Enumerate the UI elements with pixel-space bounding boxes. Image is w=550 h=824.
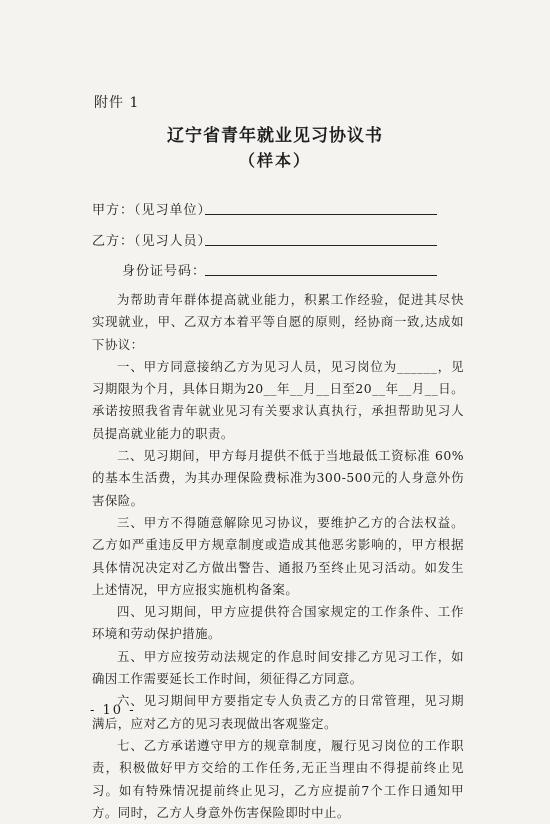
page-number: - 10 - <box>90 703 136 718</box>
party-a-label: 甲方：（见习单位） <box>92 203 212 218</box>
clause-5: 五、甲方应按劳动法规定的作息时间安排乙方见习工作，如确因工作需要延长工作时间，须征得乙方同意。 <box>92 648 464 687</box>
id-number-blank-line <box>205 275 437 276</box>
intro-paragraph: 为帮助青年群体提高就业能力，积累工作经验，促进其尽快实现就业，甲、乙双方本着平等自愿的原则，经协商一致,达成如下协议： <box>92 292 464 352</box>
clause-4: 四、见习期间，甲方应提供符合国家规定的工作条件、工作环境和劳动保护措施。 <box>92 604 464 642</box>
clause-1: 一、甲方同意接纳乙方为见习人员，见习岗位为______，见习期限为个月，具体日期为20__年__月__日至20__年__月__日。承诺按照我省青年就业见习有关要求认真执行，承担帮助见习人员提高就业能力的职责。 <box>92 358 464 441</box>
document-title: 辽宁省青年就业见习协议书 <box>167 126 383 146</box>
id-number-label: 身份证号码： <box>122 264 207 279</box>
clause-7: 七、乙方承诺遵守甲方的规章制度，履行见习岗位的工作职责，积极做好甲方交给的工作任务,无正当理由不得提前终止见习。如有特殊情况提前终止见习，乙方应提前7个工作日通知甲方。同时，乙方人身意外伤害保险即时中止。 <box>92 737 464 820</box>
clause-2: 二、见习期间，甲方每月提供不低于当地最低工资标准 60%的基本生活费，为其办理保险费标准为300-500元的人身意外伤害保险。 <box>92 448 464 508</box>
clause-6: 六、见习期间甲方要指定专人负责乙方的日常管理，见习期满后，应对乙方的见习表现做出客观鉴定。 <box>92 693 464 731</box>
party-a-blank-line <box>205 214 437 215</box>
agreement-body <box>92 289 464 824</box>
party-b-blank-line <box>205 245 437 246</box>
document-subtitle: （样本） <box>238 151 311 170</box>
attachment-label: 附件 1 <box>94 95 140 111</box>
party-b-label: 乙方：（见习人员） <box>92 234 212 249</box>
clause-3: 三、甲方不得随意解除见习协议，要维护乙方的合法权益。乙方如严重违反甲方规章制度或造成其他恶劣影响的，甲方根据具体情况决定对乙方做出警告、通报乃至终止见习活动。如发生上述情况，甲方应报实施机构备案。 <box>92 514 464 597</box>
